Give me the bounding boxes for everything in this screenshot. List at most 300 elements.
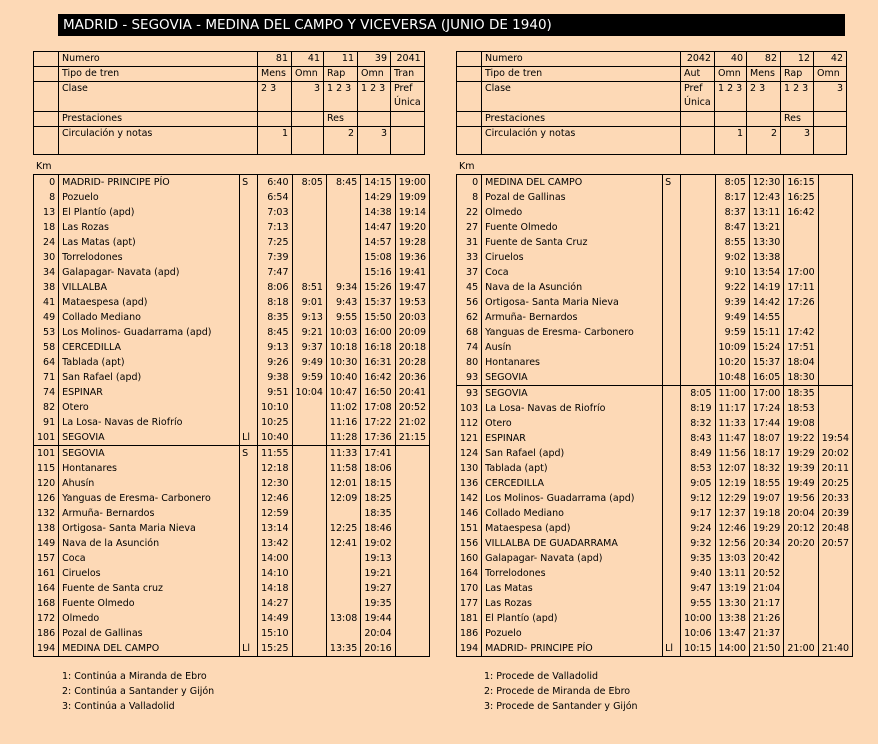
arrival-departure-mark	[240, 506, 258, 521]
km-cell: 8	[457, 190, 482, 205]
arrival-departure-mark	[240, 581, 258, 596]
time-cell: 14:42	[749, 295, 783, 310]
header-cell: Pref Única	[391, 82, 425, 112]
time-cell	[395, 521, 429, 536]
km-cell: 130	[457, 461, 482, 476]
time-cell: 8:18	[258, 295, 292, 310]
station-row	[34, 611, 430, 626]
time-cell: 21:00	[784, 641, 818, 657]
km-cell: 62	[457, 310, 482, 325]
time-cell: 18:35	[361, 506, 395, 521]
station-name: Los Molinos- Guadarrama (apd)	[482, 491, 663, 506]
time-cell: 15:16	[361, 265, 395, 280]
header-cell: 1 2 3	[781, 82, 814, 112]
km-cell: 31	[457, 235, 482, 250]
station-row	[457, 491, 853, 506]
station-row	[457, 250, 853, 265]
station-row	[34, 536, 430, 551]
time-cell: 12:25	[326, 521, 360, 536]
time-cell: 9:43	[326, 295, 360, 310]
station-name: MEDINA DEL CAMPO	[482, 175, 663, 191]
header-cell: 2 3	[747, 82, 781, 112]
time-cell: 20:12	[784, 521, 818, 536]
station-name: ESPINAR	[482, 431, 663, 446]
time-cell: 8:47	[715, 220, 749, 235]
header-cell	[814, 112, 847, 127]
time-cell: 19:07	[749, 491, 783, 506]
arrival-departure-mark	[663, 325, 681, 340]
station-row	[34, 506, 430, 521]
time-cell	[681, 280, 715, 295]
time-cell	[681, 370, 715, 386]
header-cell: 1 2 3	[358, 82, 391, 112]
station-name: ESPINAR	[59, 385, 240, 400]
time-cell: 11:58	[326, 461, 360, 476]
station-row	[457, 596, 853, 611]
station-row	[457, 310, 853, 325]
time-cell	[395, 566, 429, 581]
station-name: Fuente Olmedo	[482, 220, 663, 235]
station-row	[457, 626, 853, 641]
time-cell: 14:27	[258, 596, 292, 611]
km-cell: 91	[34, 415, 59, 430]
time-cell: 10:40	[326, 370, 360, 385]
header-cell: Mens	[747, 67, 781, 82]
header-label: Circulación y notas	[482, 127, 681, 155]
time-cell: 16:18	[361, 340, 395, 355]
time-cell	[292, 536, 326, 551]
km-cell: 13	[34, 205, 59, 220]
arrival-departure-mark	[240, 220, 258, 235]
header-cell: 1	[715, 127, 747, 155]
header-cell: 1	[258, 127, 292, 155]
time-cell	[326, 506, 360, 521]
time-cell: 8:53	[681, 461, 715, 476]
time-cell: 19:13	[361, 551, 395, 566]
header-label: Numero	[482, 52, 681, 67]
header-spacer-cell	[457, 52, 482, 67]
time-cell: 13:35	[326, 641, 360, 657]
km-cell: 168	[34, 596, 59, 611]
arrival-departure-mark	[240, 400, 258, 415]
station-name: Ciruelos	[59, 566, 240, 581]
time-cell	[818, 205, 852, 220]
time-cell: 14:29	[361, 190, 395, 205]
time-cell: 14:55	[749, 310, 783, 325]
time-cell: 18:15	[361, 476, 395, 491]
station-row	[34, 355, 430, 370]
station-row	[34, 461, 430, 476]
km-cell: 30	[34, 250, 59, 265]
header-cell: 1 2 3	[715, 82, 747, 112]
km-cell: 22	[457, 205, 482, 220]
station-row	[34, 400, 430, 415]
time-cell: 8:06	[258, 280, 292, 295]
note-line: 2: Continúa a Santander y Gijón	[62, 686, 215, 697]
km-cell: 124	[457, 446, 482, 461]
km-cell: 33	[457, 250, 482, 265]
time-cell	[784, 581, 818, 596]
time-cell: 19:49	[784, 476, 818, 491]
arrival-departure-mark	[663, 611, 681, 626]
time-cell: 12:41	[326, 536, 360, 551]
km-cell: 138	[34, 521, 59, 536]
time-cell	[292, 265, 326, 280]
station-name: Ortigosa- Santa Maria Nieva	[59, 521, 240, 536]
header-cell: Rap	[781, 67, 814, 82]
header-cell: Omn	[358, 67, 391, 82]
time-cell: 12:37	[715, 506, 749, 521]
arrival-departure-mark	[240, 190, 258, 205]
note-line: 1: Continúa a Miranda de Ebro	[62, 671, 207, 682]
arrival-departure-mark	[240, 370, 258, 385]
station-name: Ciruelos	[482, 250, 663, 265]
arrival-departure-mark	[240, 596, 258, 611]
header-spacer-cell	[457, 82, 482, 112]
time-cell: 12:07	[715, 461, 749, 476]
header-cell: 39	[358, 52, 391, 67]
arrival-departure-mark	[240, 611, 258, 626]
time-cell: 19:54	[818, 431, 852, 446]
header-row	[457, 112, 847, 127]
station-row	[457, 295, 853, 310]
time-cell: 10:15	[681, 641, 715, 657]
km-cell: 194	[34, 641, 59, 657]
station-row	[34, 430, 430, 446]
left-km-label: Km	[36, 161, 52, 172]
arrival-departure-mark	[663, 386, 681, 402]
km-cell: 93	[457, 386, 482, 402]
arrival-departure-mark	[663, 446, 681, 461]
km-cell: 53	[34, 325, 59, 340]
station-row	[457, 220, 853, 235]
time-cell	[326, 235, 360, 250]
station-row	[457, 551, 853, 566]
arrival-departure-mark	[663, 250, 681, 265]
time-cell	[292, 581, 326, 596]
arrival-departure-mark	[663, 416, 681, 431]
time-cell: 15:24	[749, 340, 783, 355]
arrival-departure-mark	[663, 521, 681, 536]
time-cell: 7:47	[258, 265, 292, 280]
time-cell: 16:15	[784, 175, 818, 191]
station-row	[457, 235, 853, 250]
km-cell: 120	[34, 476, 59, 491]
time-cell	[681, 265, 715, 280]
header-spacer-cell	[457, 127, 482, 155]
time-cell: 15:50	[361, 310, 395, 325]
station-name: San Rafael (apd)	[59, 370, 240, 385]
time-cell: 15:37	[361, 295, 395, 310]
time-cell: 9:38	[258, 370, 292, 385]
time-cell: 18:30	[784, 370, 818, 386]
arrival-departure-mark	[663, 235, 681, 250]
time-cell: 21:37	[749, 626, 783, 641]
time-cell	[818, 370, 852, 386]
station-row	[457, 190, 853, 205]
km-cell: 126	[34, 491, 59, 506]
time-cell: 9:49	[292, 355, 326, 370]
time-cell: 18:32	[749, 461, 783, 476]
time-cell: 20:02	[818, 446, 852, 461]
time-cell: 21:15	[395, 430, 429, 446]
time-cell: 11:28	[326, 430, 360, 446]
station-name: Hontanares	[59, 461, 240, 476]
km-cell: 146	[457, 506, 482, 521]
arrival-departure-mark	[240, 310, 258, 325]
arrival-departure-mark	[240, 295, 258, 310]
station-name: Mataespesa (apd)	[59, 295, 240, 310]
time-cell: 18:46	[361, 521, 395, 536]
time-cell: 19:14	[395, 205, 429, 220]
station-row	[34, 340, 430, 355]
header-cell: 3	[814, 82, 847, 112]
station-name: Otero	[59, 400, 240, 415]
time-cell: 19:47	[395, 280, 429, 295]
time-cell: 10:18	[326, 340, 360, 355]
station-row	[34, 551, 430, 566]
station-name: Armuña- Bernardos	[59, 506, 240, 521]
station-name: La Losa- Navas de Riofrío	[59, 415, 240, 430]
station-row	[34, 190, 430, 205]
time-cell	[818, 250, 852, 265]
header-row	[34, 67, 425, 82]
station-name: MADRID- PRINCIPE PÍO	[482, 641, 663, 657]
time-cell	[292, 626, 326, 641]
right-notes	[484, 669, 638, 714]
time-cell	[326, 551, 360, 566]
time-cell: 12:30	[258, 476, 292, 491]
time-cell: 20:36	[395, 370, 429, 385]
time-cell: 9:40	[681, 566, 715, 581]
time-cell: 20:09	[395, 325, 429, 340]
km-cell: 80	[457, 355, 482, 370]
header-cell: 40	[715, 52, 747, 67]
header-label: Clase	[482, 82, 681, 112]
header-cell: 3	[358, 127, 391, 155]
arrival-departure-mark: S	[663, 175, 681, 191]
arrival-departure-mark	[663, 506, 681, 521]
time-cell	[292, 476, 326, 491]
station-row	[34, 175, 430, 191]
arrival-departure-mark	[240, 280, 258, 295]
time-cell	[681, 340, 715, 355]
km-cell: 157	[34, 551, 59, 566]
time-cell: 19:09	[395, 190, 429, 205]
time-cell	[681, 310, 715, 325]
header-label: Tipo de tren	[482, 67, 681, 82]
station-row	[457, 325, 853, 340]
station-name: Las Matas	[482, 581, 663, 596]
km-cell: 161	[34, 566, 59, 581]
time-cell: 11:33	[326, 446, 360, 462]
km-cell: 68	[457, 325, 482, 340]
station-name: San Rafael (apd)	[482, 446, 663, 461]
time-cell: 14:00	[258, 551, 292, 566]
km-cell: 103	[457, 401, 482, 416]
time-cell	[818, 190, 852, 205]
station-name: Las Matas (apt)	[59, 235, 240, 250]
station-row	[457, 205, 853, 220]
header-cell: 82	[747, 52, 781, 67]
station-name: CERCEDILLA	[482, 476, 663, 491]
station-name: Las Rozas	[482, 596, 663, 611]
time-cell: 17:22	[361, 415, 395, 430]
time-cell	[818, 310, 852, 325]
km-cell: 74	[457, 340, 482, 355]
time-cell: 7:39	[258, 250, 292, 265]
time-cell: 17:44	[749, 416, 783, 431]
station-row	[457, 536, 853, 551]
km-cell: 58	[34, 340, 59, 355]
time-cell: 12:43	[749, 190, 783, 205]
time-cell: 9:01	[292, 295, 326, 310]
time-cell: 8:45	[326, 175, 360, 191]
arrival-departure-mark	[240, 536, 258, 551]
time-cell	[784, 220, 818, 235]
station-name: El Plantío (apd)	[59, 205, 240, 220]
time-cell: 17:41	[361, 446, 395, 462]
time-cell: 18:17	[749, 446, 783, 461]
station-row	[34, 370, 430, 385]
station-name: Tablada (apt)	[482, 461, 663, 476]
time-cell: 20:28	[395, 355, 429, 370]
header-spacer-cell	[457, 67, 482, 82]
station-name: Nava de la Asunción	[59, 536, 240, 551]
arrival-departure-mark	[240, 551, 258, 566]
station-name: Collado Mediano	[59, 310, 240, 325]
time-cell: 8:19	[681, 401, 715, 416]
time-cell: 20:04	[361, 626, 395, 641]
station-row	[34, 280, 430, 295]
station-row	[457, 355, 853, 370]
time-cell: 13:03	[715, 551, 749, 566]
time-cell: 14:19	[749, 280, 783, 295]
time-cell: 15:11	[749, 325, 783, 340]
station-name: SEGOVIA	[482, 386, 663, 402]
header-cell	[681, 112, 715, 127]
km-cell: 101	[34, 446, 59, 462]
time-cell: 16:42	[361, 370, 395, 385]
km-cell: 37	[457, 265, 482, 280]
km-cell: 112	[457, 416, 482, 431]
arrival-departure-mark	[663, 265, 681, 280]
station-row	[457, 566, 853, 581]
header-row	[457, 52, 847, 67]
time-cell: 9:51	[258, 385, 292, 400]
time-cell	[326, 265, 360, 280]
time-cell	[326, 626, 360, 641]
km-cell: 194	[457, 641, 482, 657]
time-cell: 11:16	[326, 415, 360, 430]
note-line: 3: Procede de Santander y Gijón	[484, 701, 638, 712]
arrival-departure-mark	[663, 340, 681, 355]
time-cell: 12:46	[258, 491, 292, 506]
station-name: VILLALBA	[59, 280, 240, 295]
station-row	[34, 626, 430, 641]
time-cell: 11:33	[715, 416, 749, 431]
time-cell	[326, 250, 360, 265]
arrival-departure-mark	[663, 476, 681, 491]
time-cell: 18:06	[361, 461, 395, 476]
time-cell: 20:11	[818, 461, 852, 476]
time-cell: 17:11	[784, 280, 818, 295]
header-cell: 2042	[681, 52, 715, 67]
km-cell: 56	[457, 295, 482, 310]
station-name: Torrelodones	[59, 250, 240, 265]
station-row	[457, 476, 853, 491]
arrival-departure-mark	[240, 415, 258, 430]
time-cell: 7:25	[258, 235, 292, 250]
time-cell	[395, 476, 429, 491]
time-cell: 8:17	[715, 190, 749, 205]
time-cell	[681, 250, 715, 265]
time-cell	[292, 641, 326, 657]
station-name: Fuente de Santa Cruz	[482, 235, 663, 250]
time-cell: 18:35	[784, 386, 818, 402]
km-cell: 181	[457, 611, 482, 626]
km-cell: 18	[34, 220, 59, 235]
time-cell: 12:59	[258, 506, 292, 521]
time-cell: 20:57	[818, 536, 852, 551]
arrival-departure-mark	[663, 551, 681, 566]
time-cell: 8:51	[292, 280, 326, 295]
station-name: La Losa- Navas de Riofrío	[482, 401, 663, 416]
time-cell: 9:13	[258, 340, 292, 355]
time-cell	[784, 551, 818, 566]
time-cell: 21:26	[749, 611, 783, 626]
time-cell: 13:47	[715, 626, 749, 641]
arrival-departure-mark	[240, 250, 258, 265]
header-spacer-cell	[457, 112, 482, 127]
time-cell	[818, 611, 852, 626]
station-name: SEGOVIA	[59, 446, 240, 462]
time-cell: 20:16	[361, 641, 395, 657]
time-cell: 18:25	[361, 491, 395, 506]
station-name: Armuña- Bernardos	[482, 310, 663, 325]
time-cell: 20:52	[749, 566, 783, 581]
time-cell	[292, 205, 326, 220]
time-cell	[292, 461, 326, 476]
header-row	[34, 127, 425, 155]
time-cell: 8:37	[715, 205, 749, 220]
time-cell	[681, 175, 715, 191]
km-cell: 170	[457, 581, 482, 596]
km-cell: 38	[34, 280, 59, 295]
header-cell	[391, 127, 425, 155]
km-cell: 149	[34, 536, 59, 551]
time-cell: 9:24	[681, 521, 715, 536]
station-name: SEGOVIA	[59, 430, 240, 446]
station-name: Fuente Olmedo	[59, 596, 240, 611]
header-cell: Pref Única	[681, 82, 715, 112]
time-cell: 20:39	[818, 506, 852, 521]
km-cell: 34	[34, 265, 59, 280]
time-cell: 17:08	[361, 400, 395, 415]
km-cell: 164	[457, 566, 482, 581]
time-cell: 19:27	[361, 581, 395, 596]
time-cell: 13:11	[749, 205, 783, 220]
station-name: Coca	[59, 551, 240, 566]
time-cell: 20:25	[818, 476, 852, 491]
time-cell: 13:21	[749, 220, 783, 235]
time-cell	[292, 220, 326, 235]
time-cell	[784, 626, 818, 641]
time-cell	[784, 235, 818, 250]
km-cell: 164	[34, 581, 59, 596]
time-cell: 9:37	[292, 340, 326, 355]
time-cell: 13:42	[258, 536, 292, 551]
